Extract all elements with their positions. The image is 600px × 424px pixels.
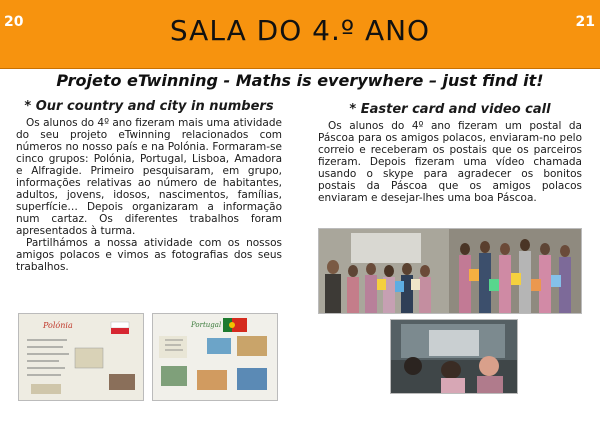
poster-portugal-illustration <box>153 314 277 400</box>
project-subtitle: Projeto eTwinning - Maths is everywhere – just find it! <box>56 71 544 90</box>
page-number-right: 21 <box>575 14 595 30</box>
poster-poland-photo <box>18 313 144 401</box>
poster-poland-title: Polónia <box>43 321 73 330</box>
right-section-heading: * Easter card and video call <box>349 102 551 117</box>
poster-portugal-photo <box>152 313 278 401</box>
page-number-left: 20 <box>4 14 24 30</box>
poster-portugal-title: Portugal <box>191 321 222 329</box>
video-call-illustration <box>391 320 517 393</box>
skype-video-call-photo <box>390 319 518 394</box>
class-photo-illustration <box>319 229 581 313</box>
right-paragraph: Os alunos do 4º ano fizeram um postal da Páscoa para os amigos polacos, enviaram-no pelo correio e receberam os postais que os parceiros fizeram. Depois fizeram uma vídeo chamada usando o skype para agradecer os bonitos postais da Páscoa que os amigos polacos enviaram e desejar-lhes uma boa Páscoa. <box>318 120 582 204</box>
left-column <box>16 99 282 273</box>
left-paragraph-2: Partilhámos a nossa atividade com os nossos amigos polacos e vimos as fotografias dos seus trabalhos. <box>16 237 282 273</box>
left-section-heading: * Our country and city in numbers <box>24 99 274 114</box>
left-paragraph-1: Os alunos do 4º ano fizeram mais uma atividade do seu projeto eTwinning relacionados com números no nosso país e na Polónia. Formaram-se cinco grupos: Polónia, Portugal, Lisboa, Amadora e Alfragide. Primeiro pesquisaram, em grupo, informações relativas ao número de habitantes, adultos, jovens, idosos, nascimentos, famílias, superfície… Depois organizaram a informação num cartaz. Os diferentes trabalhos foram apresentados à turma. <box>16 117 282 237</box>
page-title: SALA DO 4.º ANO <box>169 14 431 47</box>
header-banner <box>0 0 600 69</box>
right-column <box>318 102 582 204</box>
poster-poland-illustration <box>19 314 143 400</box>
easter-cards-class-photo <box>318 228 582 314</box>
